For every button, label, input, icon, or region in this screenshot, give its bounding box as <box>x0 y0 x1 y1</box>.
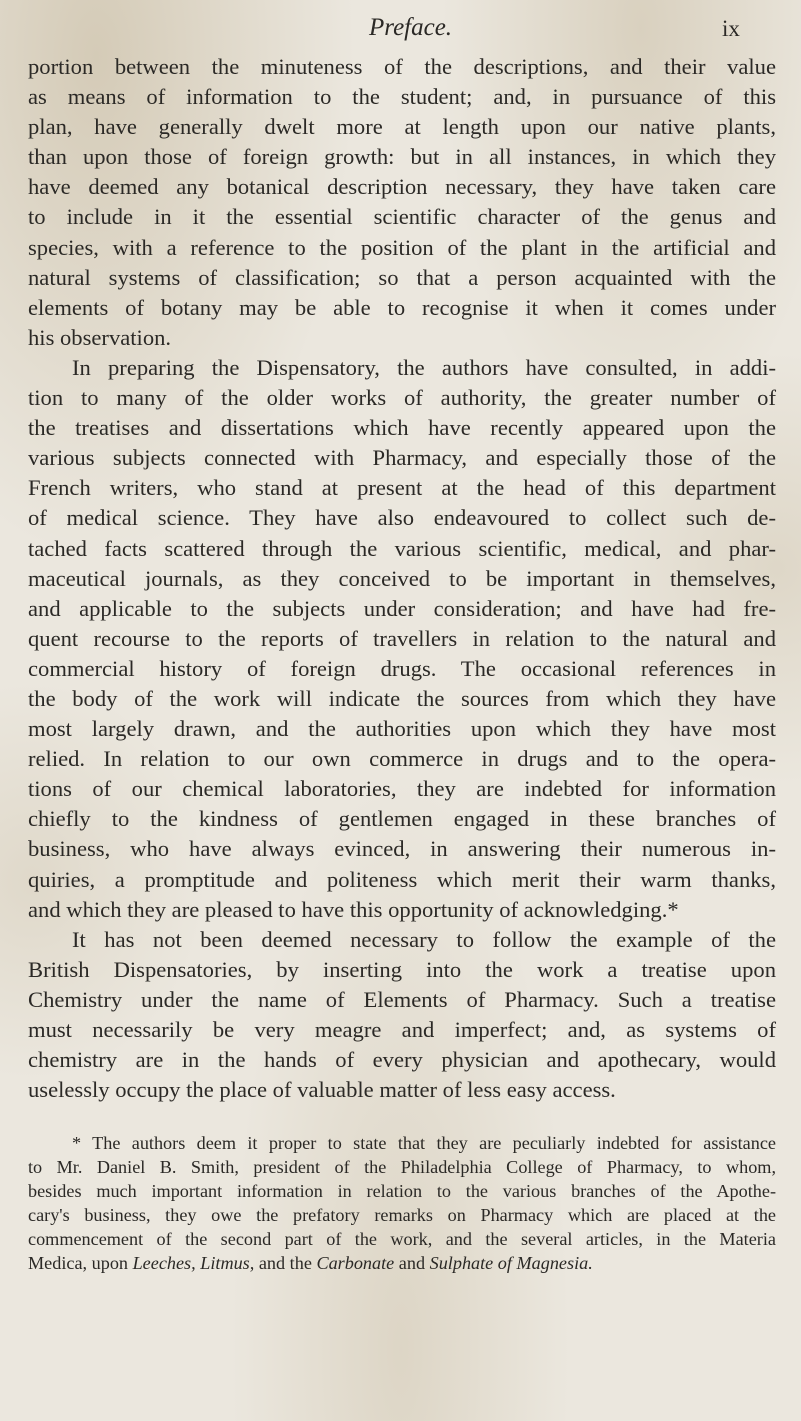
text-line: tions of our chemical laboratories, they are indebted for information <box>28 776 776 802</box>
text-line: commercial history of foreign drugs. The occasional references in <box>28 655 776 681</box>
text-line: It has not been deemed necessary to follow the example of the <box>72 926 776 952</box>
text-line: of medical science. They have also endeavoured to collect such de- <box>28 505 776 531</box>
text-line: plan, have generally dwelt more at length upon our native plants, <box>28 114 776 140</box>
text-line: natural systems of classification; so that a person acquainted with the <box>28 264 776 290</box>
text-line: various subjects connected with Pharmacy, and especially those of the <box>28 445 776 471</box>
footnote-line: cary's business, they owe the prefatory remarks on Pharmacy which are placed at the <box>28 1205 776 1226</box>
footnote-line: besides much important information in relation to the various branches of the Apothe- <box>28 1181 776 1202</box>
text-line: tached facts scattered through the various scientific, medical, and phar- <box>28 535 776 561</box>
text-line: business, who have always evinced, in answering their numerous in- <box>28 836 776 862</box>
running-head <box>0 14 801 44</box>
text-line: to include in it the essential scientific character of the genus and <box>28 204 776 230</box>
paragraph-3 <box>28 925 776 1106</box>
text-line: British Dispensatories, by inserting into the work a treatise upon <box>28 956 776 982</box>
text-line: the body of the work will indicate the sources from which they have <box>28 685 776 711</box>
text-line: maceutical journals, as they conceived to be important in themselves, <box>28 565 776 591</box>
running-title: Preface. <box>369 14 453 41</box>
footnote-italic-text: Carbonate <box>316 1253 395 1274</box>
text-line: and which they are pleased to have this opportunity of acknowledging.* <box>28 896 679 922</box>
text-line: elements of botany may be able to recognise it when it comes under <box>28 294 776 320</box>
footnote-line: to Mr. Daniel B. Smith, president of the Philadelphia College of Pharmacy, to whom, <box>28 1157 776 1178</box>
paragraph-1 <box>28 52 776 353</box>
footnote <box>28 1131 776 1275</box>
text-line: In preparing the Dispensatory, the authors have consulted, in addi- <box>72 354 776 380</box>
text-line: Chemistry under the name of Elements of Pharmacy. Such a treatise <box>28 986 776 1012</box>
text-line: quent recourse to the reports of travellers in relation to the natural and <box>28 625 776 651</box>
text-line: French writers, who stand at present at the head of this department <box>28 475 776 501</box>
text-line: chiefly to the kindness of gentlemen engaged in these branches of <box>28 806 776 832</box>
text-line: tion to many of the older works of authority, the greater number of <box>28 385 776 411</box>
text-line: chemistry are in the hands of every physician and apothecary, would <box>28 1047 776 1073</box>
text-line: relied. In relation to our own commerce in drugs and to the opera- <box>28 746 776 772</box>
text-line: and applicable to the subjects under consideration; and have had fre- <box>28 595 776 621</box>
text-line: uselessly occupy the place of valuable matter of less easy access. <box>28 1077 616 1103</box>
text-line: as means of information to the student; and, in pursuance of this <box>28 84 776 110</box>
footnote-italic-text: Sulphate of Magnesia. <box>429 1253 593 1274</box>
footnote-line: * The authors deem it proper to state that they are peculiarly indebted for assistance <box>72 1133 776 1154</box>
page-number: ix <box>722 16 740 41</box>
text-line: the treatises and dissertations which have recently appeared upon the <box>28 415 776 441</box>
text-line: portion between the minuteness of the descriptions, and their value <box>28 54 776 79</box>
footnote-line: commencement of the second part of the work, and the several articles, in the Materia <box>28 1229 776 1250</box>
body-text <box>28 52 776 1275</box>
text-line: must necessarily be very meagre and imperfect; and, as systems of <box>28 1017 776 1042</box>
footnote-gap <box>28 1105 776 1131</box>
text-line: than upon those of foreign growth: but in all instances, in which they <box>28 144 776 170</box>
text-line: most largely drawn, and the authorities upon which they have most <box>28 716 776 742</box>
paragraph-2 <box>28 353 776 925</box>
footnote-italic-text: Leeches, Litmus, <box>132 1253 255 1274</box>
footnote-text: Medica, upon <box>28 1253 133 1274</box>
footnote-text: and the <box>254 1253 317 1274</box>
text-line: have deemed any botanical description necessary, they have taken care <box>28 174 776 200</box>
text-line: his observation. <box>28 324 172 350</box>
text-line: quiries, a promptitude and politeness which merit their warm thanks, <box>28 866 776 892</box>
footnote-line <box>28 1251 776 1275</box>
text-line: species, with a reference to the position of the plant in the artificial and <box>28 234 776 260</box>
footnote-text: and <box>394 1253 430 1274</box>
